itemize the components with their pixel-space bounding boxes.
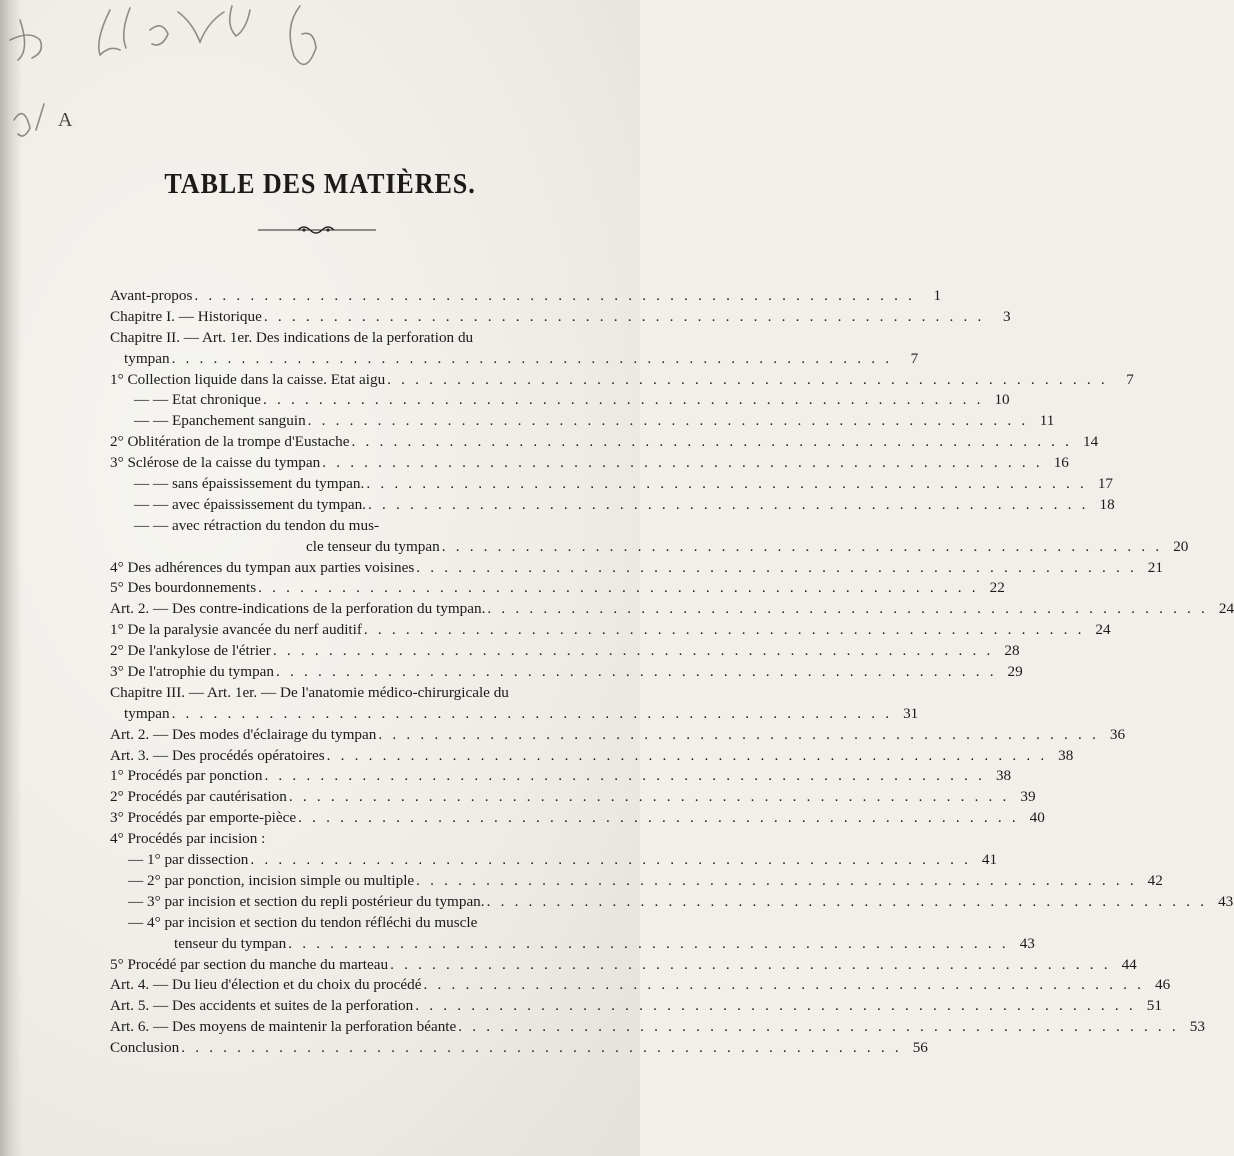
leader-dots [414,558,1137,579]
toc-entry-text: 2° Oblitération de la trompe d'Eustache [110,433,350,451]
toc-entry-continuation: tympan [124,704,170,722]
toc-entry-text: 1° Collection liquide dans la caisse. Etat aigu [110,370,386,388]
toc-page-number: 24 [1095,621,1111,639]
toc-entry [110,996,1162,1017]
ornament-divider [258,224,376,236]
toc-entry-text: — — Etat chronique [134,391,261,409]
leader-dots [350,432,1073,453]
leader-dots [274,662,997,683]
toc-entry-text: Conclusion [110,1039,180,1057]
toc-entry [110,620,1111,641]
toc-page-number: 41 [981,851,998,869]
toc-entry-text: Art. 5. — Des accidents et suites de la perforation [110,997,414,1015]
toc-entry-text: Chapitre I. — Historique [110,307,262,325]
leader-dots [256,578,979,599]
leader-dots [385,370,1108,391]
toc-page-number: 14 [1083,433,1099,451]
toc-entry [110,578,1005,599]
table-of-contents [110,286,1234,1059]
toc-entry [110,934,1035,955]
leader-dots [413,996,1136,1017]
toc-entry [110,411,1055,432]
toc-entry-text: — — sans épaississement du tympan. [134,475,365,493]
toc-entry [110,495,1115,516]
toc-entry-text: — 1° par dissection [128,851,249,869]
toc-entry-text: Art. 6. — Des moyens de maintenir la perforation béante [110,1018,457,1036]
toc-entry [110,537,1189,558]
toc-page-number: 46 [1154,976,1171,994]
toc-entry-text: — 2° par ponction, incision simple ou multiple [128,871,415,889]
leader-dots [170,349,893,370]
toc-entry [110,850,998,871]
toc-page-number: 17 [1097,475,1114,493]
leader-dots [261,390,984,411]
toc-entry [110,787,1036,808]
leader-dots [179,1038,902,1059]
toc-entry-text: 2° Procédés par cautérisation [110,788,287,806]
toc-page-number: 20 [1173,537,1189,555]
toc-entry [110,746,1074,767]
toc-page-number: 7 [1126,370,1134,388]
toc-page-number: 7 [910,349,919,367]
toc-entry [110,955,1137,976]
toc-page-number: 1 [933,287,942,304]
toc-entry-text: 4° Des adhérences du tympan aux parties voisines [110,558,415,576]
toc-page-number: 31 [903,704,919,722]
leader-dots [485,892,1208,913]
toc-entry-text: Art. 4. — Du lieu d'élection et du choix du procédé [110,976,422,994]
handwritten-letter-a: A [58,109,73,131]
toc-entry-text: 3° De l'atrophie du tympan [110,663,275,681]
toc-page-number: 44 [1121,955,1137,973]
toc-entry-text: Art. 3. — Des procédés opératoires [110,746,325,764]
toc-page-number: 43 [1019,934,1035,952]
toc-entry-text: Chapitre II. — Art. 1er. Des indications de la perforation du [110,328,474,346]
toc-page-number: 10 [994,391,1010,409]
toc-entry [110,725,1126,746]
handwritten-scribbles [0,0,640,150]
toc-entry [110,808,1045,829]
leader-dots [485,599,1208,620]
leader-dots [296,808,1019,829]
toc-entry [110,558,1163,579]
toc-entry [110,453,1069,474]
toc-entry-text: — 3° par incision et section du repli postérieur du tympan. [128,892,485,910]
toc-entry-text: — 4° par incision et section du tendon réfléchi du muscle [128,913,478,931]
toc-entry-text: 4° Procédés par incision : [110,830,266,848]
toc-entry-continuation: tympan [124,349,170,367]
toc-page-number: 42 [1147,871,1163,889]
toc-entry-text: Chapitre III. — Art. 1er. — De l'anatomie médico-chirurgicale du [110,683,509,701]
toc-entry-text: 5° Des bourdonnements [110,579,257,597]
toc-entry [110,286,942,307]
leader-dots [170,704,893,725]
leader-dots [366,495,1089,516]
page-title: TABLE DES MATIÈRES. [164,168,476,200]
toc-entry [110,871,1163,892]
binding-shadow [0,0,22,1156]
leader-dots [362,620,1085,641]
toc-page-number: 38 [995,767,1012,785]
leader-dots [286,934,1009,955]
toc-page-number: 3 [1002,307,1011,325]
toc-entry-continuation: tenseur du tympan [174,934,287,952]
toc-entry-text: 1° De la paralysie avancée du nerf auditif [110,621,362,639]
toc-entry [110,766,1012,787]
leader-dots [287,787,1010,808]
toc-page-number: 11 [1039,412,1055,430]
toc-page-number: 40 [1029,809,1045,827]
toc-entry [110,390,1010,411]
leader-dots [414,871,1137,892]
toc-entry [110,641,1020,662]
leader-dots [376,725,1099,746]
toc-entry [110,1017,1205,1038]
toc-entry-continuation: cle tenseur du tympan [306,537,440,555]
toc-entry [110,892,1234,913]
toc-page-number: 18 [1099,495,1115,513]
toc-entry [110,975,1171,996]
toc-page-number: 29 [1007,663,1023,681]
toc-entry-text: — — avec épaississement du tympan. [134,495,366,513]
toc-entry-text: 2° De l'ankylose de l'étrier [110,642,271,660]
leader-dots [388,955,1111,976]
leader-dots [364,474,1087,495]
toc-entry-text: — — Epanchement sanguin [134,412,306,430]
toc-page-number: 43 [1218,892,1234,910]
toc-entry-text: 5° Procédé par section du manche du marteau [110,955,389,973]
leader-dots [306,411,1029,432]
toc-entry [110,370,1134,391]
leader-dots [325,746,1048,767]
toc-page-number: 24 [1218,600,1234,618]
toc-entry [110,599,1234,620]
toc-page-number: 38 [1058,746,1074,764]
toc-page-number: 53 [1189,1018,1205,1036]
leader-dots [271,641,994,662]
toc-entry [110,432,1099,453]
leader-dots [262,307,985,328]
leader-dots [248,850,971,871]
toc-entry [110,662,1023,683]
toc-page-number: 39 [1020,788,1036,806]
toc-entry-text: 3° Procédés par emporte-pièce [110,809,297,827]
toc-page-number: 22 [989,579,1005,597]
leader-dots [456,1017,1179,1038]
toc-entry [110,307,1011,328]
leader-dots [421,975,1144,996]
toc-entry-text: 3° Sclérose de la caisse du tympan [110,454,321,472]
toc-entry-text: Art. 2. — Des modes d'éclairage du tympan [110,725,377,743]
toc-entry-text: Avant-propos [110,287,193,304]
toc-entry-text: — — avec rétraction du tendon du mus- [134,516,380,534]
toc-entry [110,349,919,370]
toc-page-number: 16 [1053,454,1069,472]
leader-dots [192,286,915,307]
toc-entry [110,1038,928,1059]
toc-page-number: 56 [912,1039,928,1057]
toc-page-number: 28 [1004,642,1020,660]
toc-page-number: 21 [1147,558,1163,576]
toc-entry-text: 1° Procédés par ponction [110,767,263,785]
leader-dots [440,537,1163,558]
toc-entry-text: Art. 2. — Des contre-indications de la perforation du tympan. [110,600,486,618]
leader-dots [320,453,1043,474]
toc-entry [110,474,1114,495]
toc-page-number: 36 [1109,725,1126,743]
leader-dots [262,766,985,787]
toc-entry [110,704,919,725]
toc-page-number: 51 [1146,997,1162,1015]
